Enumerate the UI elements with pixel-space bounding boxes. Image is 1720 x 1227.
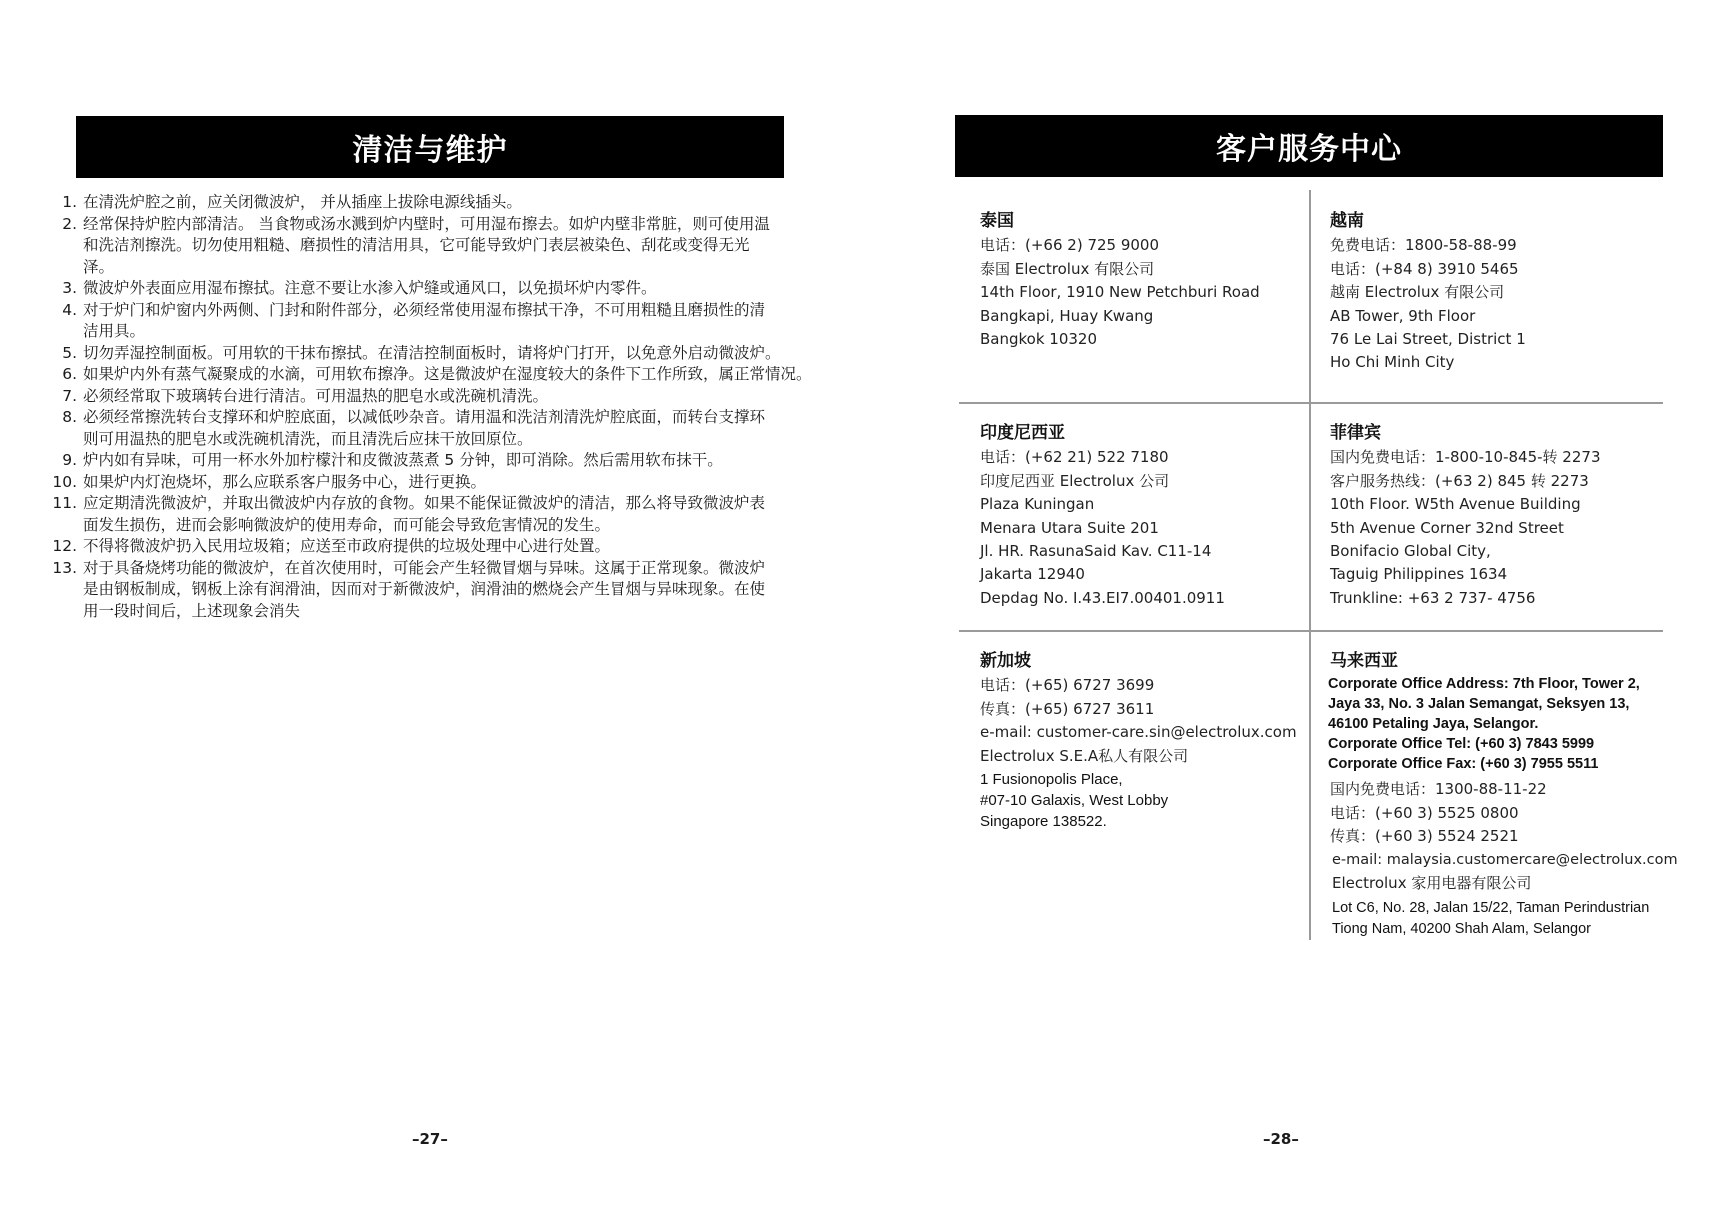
office-indonesia xyxy=(980,422,1225,610)
instruction-text: 应定期清洗微波炉，并取出微波炉内存放的食物。如果不能保证微波炉的清洁，那么将导致微波炉表面发生损伤，进而会影响微波炉的使用寿命，而可能会导致危害情况的发生。 xyxy=(83,494,766,534)
address-line: AB Tower, 9th Floor xyxy=(1330,306,1476,325)
fax-text: 传真：(+65) 6727 3611 xyxy=(980,699,1155,718)
phone-text: 电话：(+84 8) 3910 5465 xyxy=(1330,259,1519,278)
list-item: 1. 在清洗炉腔之前，应关闭微波炉， 并从插座上拔除电源线插头。 xyxy=(52,192,812,214)
corporate-address-line: Jaya 33, No. 3 Jalan Semangat, Seksyen 13, xyxy=(1328,696,1630,713)
grid-divider-horizontal xyxy=(959,630,1663,632)
address-line: Bangkok 10320 xyxy=(980,330,1098,349)
instruction-text: 经常保持炉腔内部清洁。 当食物或汤水溅到炉内壁时，可用湿布擦去。如炉内壁非常脏，则可使用温和洗洁剂擦洗。切勿使用粗糙、磨损性的清洁用具，它可能导致炉门表层被染色、刮花或变得无光泽。 xyxy=(83,214,770,276)
list-item: 6. 如果炉内外有蒸气凝聚成的水滴，可用软布擦净。这是微波炉在湿度较大的条件下工作所致，属正常情况。 xyxy=(52,364,812,386)
address-line: 76 Le Lai Street, District 1 xyxy=(1330,330,1526,349)
address-line: Singapore 138522. xyxy=(980,813,1107,831)
address-line: Bonifacio Global City, xyxy=(1330,542,1491,561)
office-thailand xyxy=(980,210,1260,351)
page-number: –27– xyxy=(412,1130,448,1148)
address-line: Bangkapi, Huay Kwang xyxy=(980,306,1154,325)
fax-text: 传真：(+60 3) 5524 2521 xyxy=(1330,827,1519,846)
instruction-text: 必须经常取下玻璃转台进行清洁。可用温热的肥皂水或洗碗机清洗。 xyxy=(83,386,549,405)
toll-free-phone-text: 国内免费电话：1300-88-11-22 xyxy=(1330,780,1547,799)
office-vietnam xyxy=(1330,210,1526,375)
customer-service-title: 客户服务中心 xyxy=(1216,132,1402,167)
cleaning-maintenance-banner xyxy=(76,116,784,178)
address-line: 14th Floor, 1910 New Petchburi Road xyxy=(980,283,1260,302)
office-philippines xyxy=(1330,422,1600,610)
hotline-text: 客户服务热线：(+63 2) 845 转 2273 xyxy=(1330,471,1589,490)
phone-text: 电话：(+65) 6727 3699 xyxy=(980,676,1155,695)
list-item: 10. 如果炉内灯泡烧坏，那么应联系客户服务中心，进行更换。 xyxy=(52,472,812,494)
list-item: 2. 经常保持炉腔内部清洁。 当食物或汤水溅到炉内壁时，可用湿布擦去。如炉内壁非常脏，则可使用温和洗洁剂擦洗。切勿使用粗糙、磨损性的清洁用具，它可能导致炉门表层被染色、刮花或变得无光泽。 xyxy=(52,214,812,279)
instruction-text: 对于炉门和炉窗内外两侧、门封和附件部分，必须经常使用湿布擦拭干净，不可用粗糙且磨损性的清洁用具。 xyxy=(83,300,766,340)
grid-divider-vertical xyxy=(1309,190,1311,940)
country-name: 越南 xyxy=(1330,211,1364,231)
corporate-address-line: 46100 Petaling Jaya, Selangor. xyxy=(1328,716,1539,733)
address-line: Tiong Nam, 40200 Shah Alam, Selangor xyxy=(1332,921,1592,938)
instruction-text: 如果炉内灯泡烧坏，那么应联系客户服务中心，进行更换。 xyxy=(83,472,487,491)
grid-divider-horizontal xyxy=(959,402,1663,404)
address-line: Menara Utara Suite 201 xyxy=(980,518,1159,537)
phone-text: 电话：(+62 21) 522 7180 xyxy=(980,448,1169,467)
toll-free-phone-text: 免费电话：1800-58-88-99 xyxy=(1330,236,1517,255)
corporate-phone-text: Corporate Office Tel: (+60 3) 7843 5999 xyxy=(1328,736,1595,753)
list-item: 9. 炉内如有异味，可用一杯水外加柠檬汁和皮微波蒸煮 5 分钟，即可消除。然后需用软布抹干。 xyxy=(52,450,812,472)
cleaning-maintenance-title: 清洁与维护 xyxy=(352,133,508,168)
office-singapore xyxy=(980,650,1297,832)
list-item: 4. 对于炉门和炉窗内外两侧、门封和附件部分，必须经常使用湿布擦拭干净，不可用粗糙且磨损性的清洁用具。 xyxy=(52,300,812,343)
address-line: Plaza Kuningan xyxy=(980,495,1095,514)
country-name: 马来西亚 xyxy=(1330,651,1398,671)
company-name: 印度尼西亚 Electrolux 公司 xyxy=(980,471,1170,490)
address-line: Lot C6, No. 28, Jalan 15/22, Taman Perindustrian xyxy=(1332,900,1650,917)
address-line: Jakarta 12940 xyxy=(980,565,1085,584)
instruction-text: 微波炉外表面应用湿布擦拭。注意不要让水渗入炉缝或通风口，以免损坏炉内零件。 xyxy=(83,279,657,297)
instruction-text: 炉内如有异味，可用一杯水外加柠檬汁和皮微波蒸煮 5 分钟，即可消除。然后需用软布抹干。 xyxy=(83,451,723,469)
phone-text: 电话：(+66 2) 725 9000 xyxy=(980,236,1160,255)
list-item: 5. 切勿弄湿控制面板。可用软的干抹布擦拭。在清洁控制面板时，请将炉门打开，以免意外启动微波炉。 xyxy=(52,343,812,365)
list-item: 13. 对于具备烧烤功能的微波炉，在首次使用时，可能会产生轻微冒烟与异味。这属于正常现象。微波炉是由钢板制成，钢板上涂有润滑油，因而对于新微波炉，润滑油的燃烧会产生冒烟与异味现象。在使用一段时间后，上述现象会消失 xyxy=(52,558,812,623)
toll-free-phone-text: 国内免费电话：1-800-10-845-转 2273 xyxy=(1330,448,1601,467)
address-line: 10th Floor. W5th Avenue Building xyxy=(1330,495,1581,514)
list-item: 11. 应定期清洗微波炉，并取出微波炉内存放的食物。如果不能保证微波炉的清洁，那么将导致微波炉表面发生损伤，进而会影响微波炉的使用寿命，而可能会导致危害情况的发生。 xyxy=(52,493,812,536)
customer-service-banner xyxy=(955,115,1663,177)
address-line: Ho Chi Minh City xyxy=(1330,353,1455,372)
instruction-text: 切勿弄湿控制面板。可用软的干抹布擦拭。在清洁控制面板时，请将炉门打开，以免意外启动微波炉。 xyxy=(83,343,781,362)
corporate-address-line: Corporate Office Address: 7th Floor, Tower 2, xyxy=(1328,676,1640,693)
office-malaysia xyxy=(1328,650,1678,940)
address-line: Jl. HR. RasunaSaid Kav. C11-14 xyxy=(980,542,1212,561)
email-text: e-mail: customer-care.sin@electrolux.com xyxy=(980,723,1297,742)
company-name: 越南 Electrolux 有限公司 xyxy=(1330,283,1505,302)
country-name: 新加坡 xyxy=(980,651,1031,671)
company-name: Electrolux 家用电器有限公司 xyxy=(1332,874,1532,893)
address-line: 5th Avenue Corner 32nd Street xyxy=(1330,518,1564,537)
page-number: –28– xyxy=(1263,1130,1299,1148)
list-item: 7. 必须经常取下玻璃转台进行清洁。可用温热的肥皂水或洗碗机清洗。 xyxy=(52,386,812,408)
registration-number: Depdag No. I.43.EI7.00401.0911 xyxy=(980,588,1225,607)
corporate-fax-text: Corporate Office Fax: (+60 3) 7955 5511 xyxy=(1328,756,1599,773)
list-item: 12. 不得将微波炉扔入民用垃圾箱；应送至市政府提供的垃圾处理中心进行处置。 xyxy=(52,536,812,558)
instruction-text: 对于具备烧烤功能的微波炉，在首次使用时，可能会产生轻微冒烟与异味。这属于正常现象。微波炉是由钢板制成，钢板上涂有润滑油，因而对于新微波炉，润滑油的燃烧会产生冒烟与异味现象。在使用一段时间后，上述现象会消失 xyxy=(83,558,766,620)
instruction-text: 不得将微波炉扔入民用垃圾箱；应送至市政府提供的垃圾处理中心进行处置。 xyxy=(83,537,611,555)
list-item: 8. 必须经常擦洗转台支撑环和炉腔底面，以减低吵杂音。请用温和洗洁剂清洗炉腔底面，而转台支撑环则可用温热的肥皂水或洗碗机清洗，而且清洗后应抹干放回原位。 xyxy=(52,407,812,450)
trunkline-text: Trunkline: +63 2 737- 4756 xyxy=(1330,588,1536,607)
country-name: 菲律宾 xyxy=(1330,423,1381,443)
list-item: 3. 微波炉外表面应用湿布擦拭。注意不要让水渗入炉缝或通风口，以免损坏炉内零件。 xyxy=(52,278,812,300)
address-line: #07-10 Galaxis, West Lobby xyxy=(980,792,1169,810)
instruction-text: 必须经常擦洗转台支撑环和炉腔底面，以减低吵杂音。请用温和洗洁剂清洗炉腔底面，而转台支撑环则可用温热的肥皂水或洗碗机清洗，而且清洗后应抹干放回原位。 xyxy=(83,408,766,448)
address-line: Taguig Philippines 1634 xyxy=(1330,565,1508,584)
right-page xyxy=(860,0,1720,1227)
country-name: 泰国 xyxy=(980,211,1014,231)
email-text: e-mail: malaysia.customercare@electrolux.com xyxy=(1332,851,1678,868)
country-name: 印度尼西亚 xyxy=(980,423,1065,443)
instruction-text: 如果炉内外有蒸气凝聚成的水滴，可用软布擦净。这是微波炉在湿度较大的条件下工作所致，属正常情况。 xyxy=(83,365,812,383)
company-name: 泰国 Electrolux 有限公司 xyxy=(980,259,1155,278)
company-name: Electrolux S.E.A私人有限公司 xyxy=(980,746,1189,765)
phone-text: 电话：(+60 3) 5525 0800 xyxy=(1330,803,1519,822)
address-line: 1 Fusionopolis Place, xyxy=(980,771,1123,789)
instruction-text: 在清洗炉腔之前，应关闭微波炉， 并从插座上拔除电源线插头。 xyxy=(83,193,522,211)
cleaning-instructions-list xyxy=(52,192,812,622)
